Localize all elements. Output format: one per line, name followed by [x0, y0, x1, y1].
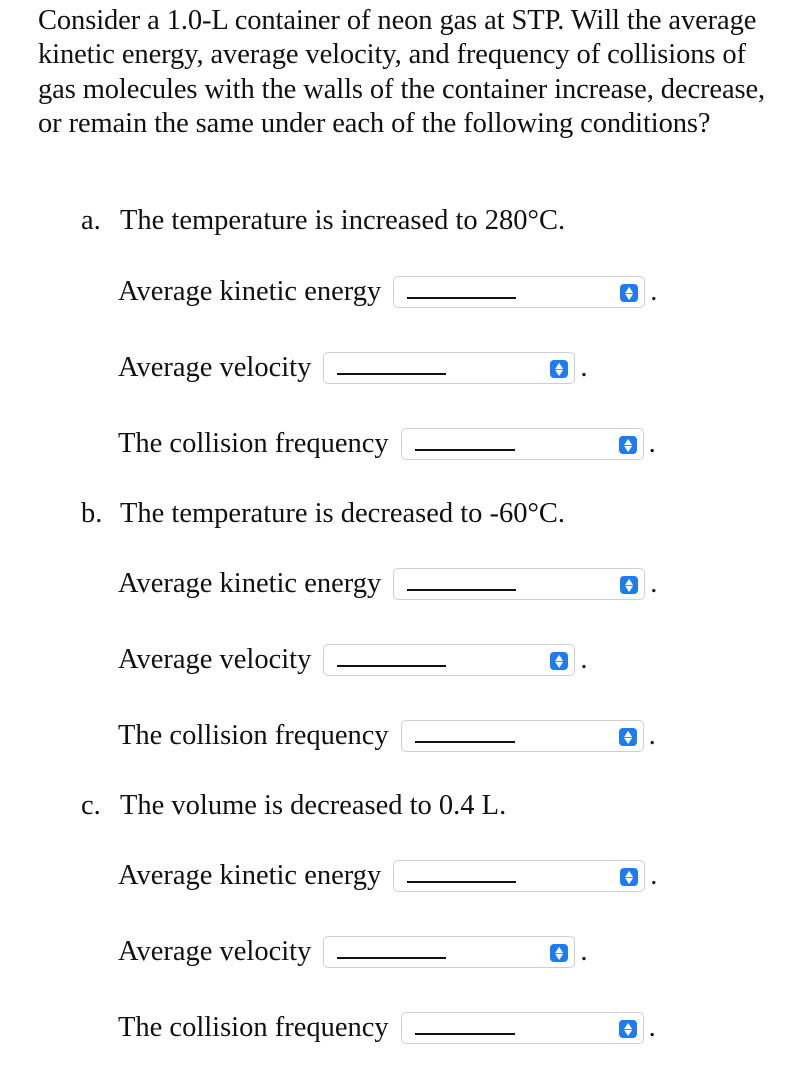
part-b-heading	[81, 497, 565, 531]
part-a-velocity-label: Average velocity	[118, 352, 312, 383]
blank-placeholder	[407, 589, 516, 591]
select-arrows-icon: ▲ ▼	[550, 360, 568, 378]
part-b-letter: b.	[81, 498, 103, 529]
part-b-collision-select[interactable]	[401, 720, 644, 752]
part-b-velocity-row	[118, 643, 587, 677]
part-b-velocity-label: Average velocity	[118, 644, 312, 675]
part-c-collision-select[interactable]	[401, 1012, 644, 1044]
part-a-heading	[81, 204, 565, 238]
part-a-condition: The temperature is increased to 280°C.	[120, 205, 566, 236]
part-b-kinetic-energy-label: Average kinetic energy	[118, 568, 382, 599]
part-b-collision-period: .	[648, 720, 656, 751]
part-c-collision-row	[118, 1011, 656, 1045]
part-b-velocity-select[interactable]	[323, 644, 575, 676]
select-arrows-icon: ▲ ▼	[550, 944, 568, 962]
part-a-velocity-row	[118, 351, 587, 385]
select-arrows-icon: ▲ ▼	[619, 1020, 637, 1038]
select-arrows-icon: ▲ ▼	[620, 576, 638, 594]
part-c-collision-label: The collision frequency	[118, 1012, 389, 1043]
part-a-kinetic-energy-select[interactable]	[393, 276, 645, 308]
part-a-collision-row	[118, 427, 656, 461]
part-c-letter: c.	[81, 790, 101, 821]
select-arrows-icon: ▲ ▼	[620, 284, 638, 302]
part-c-kinetic-energy-period: .	[650, 860, 658, 891]
part-a-velocity-period: .	[580, 352, 588, 383]
part-b-kinetic-energy-period: .	[650, 568, 658, 599]
blank-placeholder	[337, 373, 446, 375]
part-c-kinetic-energy-row	[118, 859, 657, 893]
question-text: Consider a 1.0-L container of neon gas at STP. Will the average kinetic energy, average velocity, and frequency of collisions of gas molecules with the walls of the container increase, decrease, or remain the same under each of the following conditions?	[38, 5, 766, 140]
part-c-condition: The volume is decreased to 0.4 L.	[120, 790, 507, 821]
part-b-kinetic-energy-row	[118, 567, 657, 601]
blank-placeholder	[415, 449, 515, 451]
select-arrows-icon: ▲ ▼	[619, 728, 637, 746]
part-a-kinetic-energy-label: Average kinetic energy	[118, 276, 382, 307]
select-arrows-icon: ▲ ▼	[550, 652, 568, 670]
blank-placeholder	[337, 665, 446, 667]
select-arrows-icon: ▲ ▼	[620, 868, 638, 886]
part-c-collision-period: .	[648, 1012, 656, 1043]
part-b-kinetic-energy-select[interactable]	[393, 568, 645, 600]
blank-placeholder	[415, 741, 515, 743]
blank-placeholder	[407, 297, 516, 299]
part-a-collision-period: .	[648, 428, 656, 459]
part-a-letter: a.	[81, 205, 101, 236]
part-a-velocity-select[interactable]	[323, 352, 575, 384]
part-c-kinetic-energy-select[interactable]	[393, 860, 645, 892]
part-a-kinetic-energy-period: .	[650, 276, 658, 307]
part-a-kinetic-energy-row	[118, 275, 657, 309]
part-b-collision-row	[118, 719, 656, 753]
part-c-velocity-label: Average velocity	[118, 936, 312, 967]
part-c-velocity-period: .	[580, 936, 588, 967]
part-b-collision-label: The collision frequency	[118, 720, 389, 751]
part-c-heading	[81, 789, 506, 823]
part-b-velocity-period: .	[580, 644, 588, 675]
blank-placeholder	[415, 1033, 515, 1035]
part-a-collision-label: The collision frequency	[118, 428, 389, 459]
part-c-kinetic-energy-label: Average kinetic energy	[118, 860, 382, 891]
blank-placeholder	[407, 881, 516, 883]
part-c-velocity-row	[118, 935, 587, 969]
part-b-condition: The temperature is decreased to -60°C.	[120, 498, 566, 529]
part-c-velocity-select[interactable]	[323, 936, 575, 968]
select-arrows-icon: ▲ ▼	[619, 436, 637, 454]
blank-placeholder	[337, 957, 446, 959]
part-a-collision-select[interactable]	[401, 428, 644, 460]
